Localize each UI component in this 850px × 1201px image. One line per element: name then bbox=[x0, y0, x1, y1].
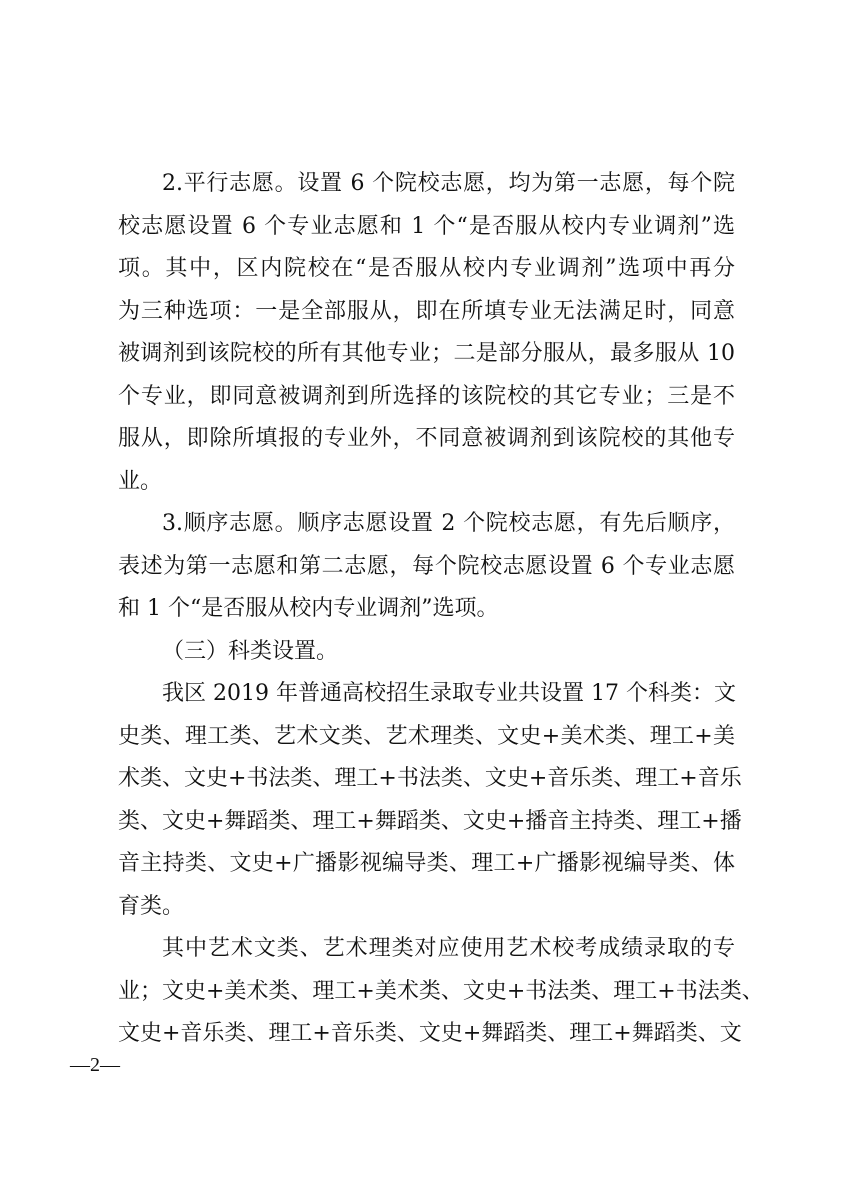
text-line: 我区 2019 年普通高校招生录取专业共设置 17 个科类：文 bbox=[162, 681, 736, 706]
text-line: 为三种选项：一是全部服从，即在所填专业无法满足时，同意 bbox=[118, 298, 735, 324]
text-line: 术类、文史+书法类、理工+书法类、文史+音乐类、理工+音乐 bbox=[118, 766, 742, 791]
text-line: 文史+音乐类、理工+音乐类、文史+舞蹈类、理工+舞蹈类、文 bbox=[118, 1021, 742, 1046]
text-line: 音主持类、文史+广播影视编导类、理工+广播影视编导类、体 bbox=[118, 851, 735, 876]
text-line: 个专业，即同意被调剂到所选择的该院校的其它专业；三是不 bbox=[118, 383, 735, 409]
text-line: 史类、理工类、艺术文类、艺术理类、文史+美术类、理工+美 bbox=[118, 723, 735, 749]
text-line: 类、文史+舞蹈类、理工+舞蹈类、文史+播音主持类、理工+播 bbox=[118, 808, 742, 834]
text-line: 育类。 bbox=[118, 893, 185, 919]
text-line: 业；文史+美术类、理工+美术类、文史+书法类、理工+书法类、 bbox=[118, 978, 764, 1004]
text-line: 3.顺序志愿。顺序志愿设置 2 个院校志愿，有先后顺序， bbox=[162, 511, 735, 536]
text-line: 其中艺术文类、艺术理类对应使用艺术校考成绩录取的专 bbox=[162, 936, 735, 961]
text-line: （三）科类设置。 bbox=[162, 638, 339, 664]
text-line: 业。 bbox=[118, 468, 163, 494]
document-body bbox=[118, 163, 764, 1056]
page-number: —2— bbox=[70, 1054, 120, 1076]
text-line: 和 1 个“是否服从校内专业调剂”选项。 bbox=[118, 596, 499, 621]
text-line: 项。其中，区内院校在“是否服从校内专业调剂”选项中再分 bbox=[118, 256, 735, 281]
text-line: 服从，即除所填报的专业外，不同意被调剂到该院校的其他专 bbox=[118, 426, 735, 451]
text-line: 2.平行志愿。设置 6 个院校志愿，均为第一志愿，每个院 bbox=[162, 171, 735, 196]
text-line: 被调剂到该院校的所有其他专业；二是部分服从，最多服从 10 bbox=[118, 341, 735, 366]
text-line: 校志愿设置 6 个专业志愿和 1 个“是否服从校内专业调剂”选 bbox=[118, 213, 735, 239]
text-line: 表述为第一志愿和第二志愿，每个院校志愿设置 6 个专业志愿 bbox=[118, 553, 735, 579]
